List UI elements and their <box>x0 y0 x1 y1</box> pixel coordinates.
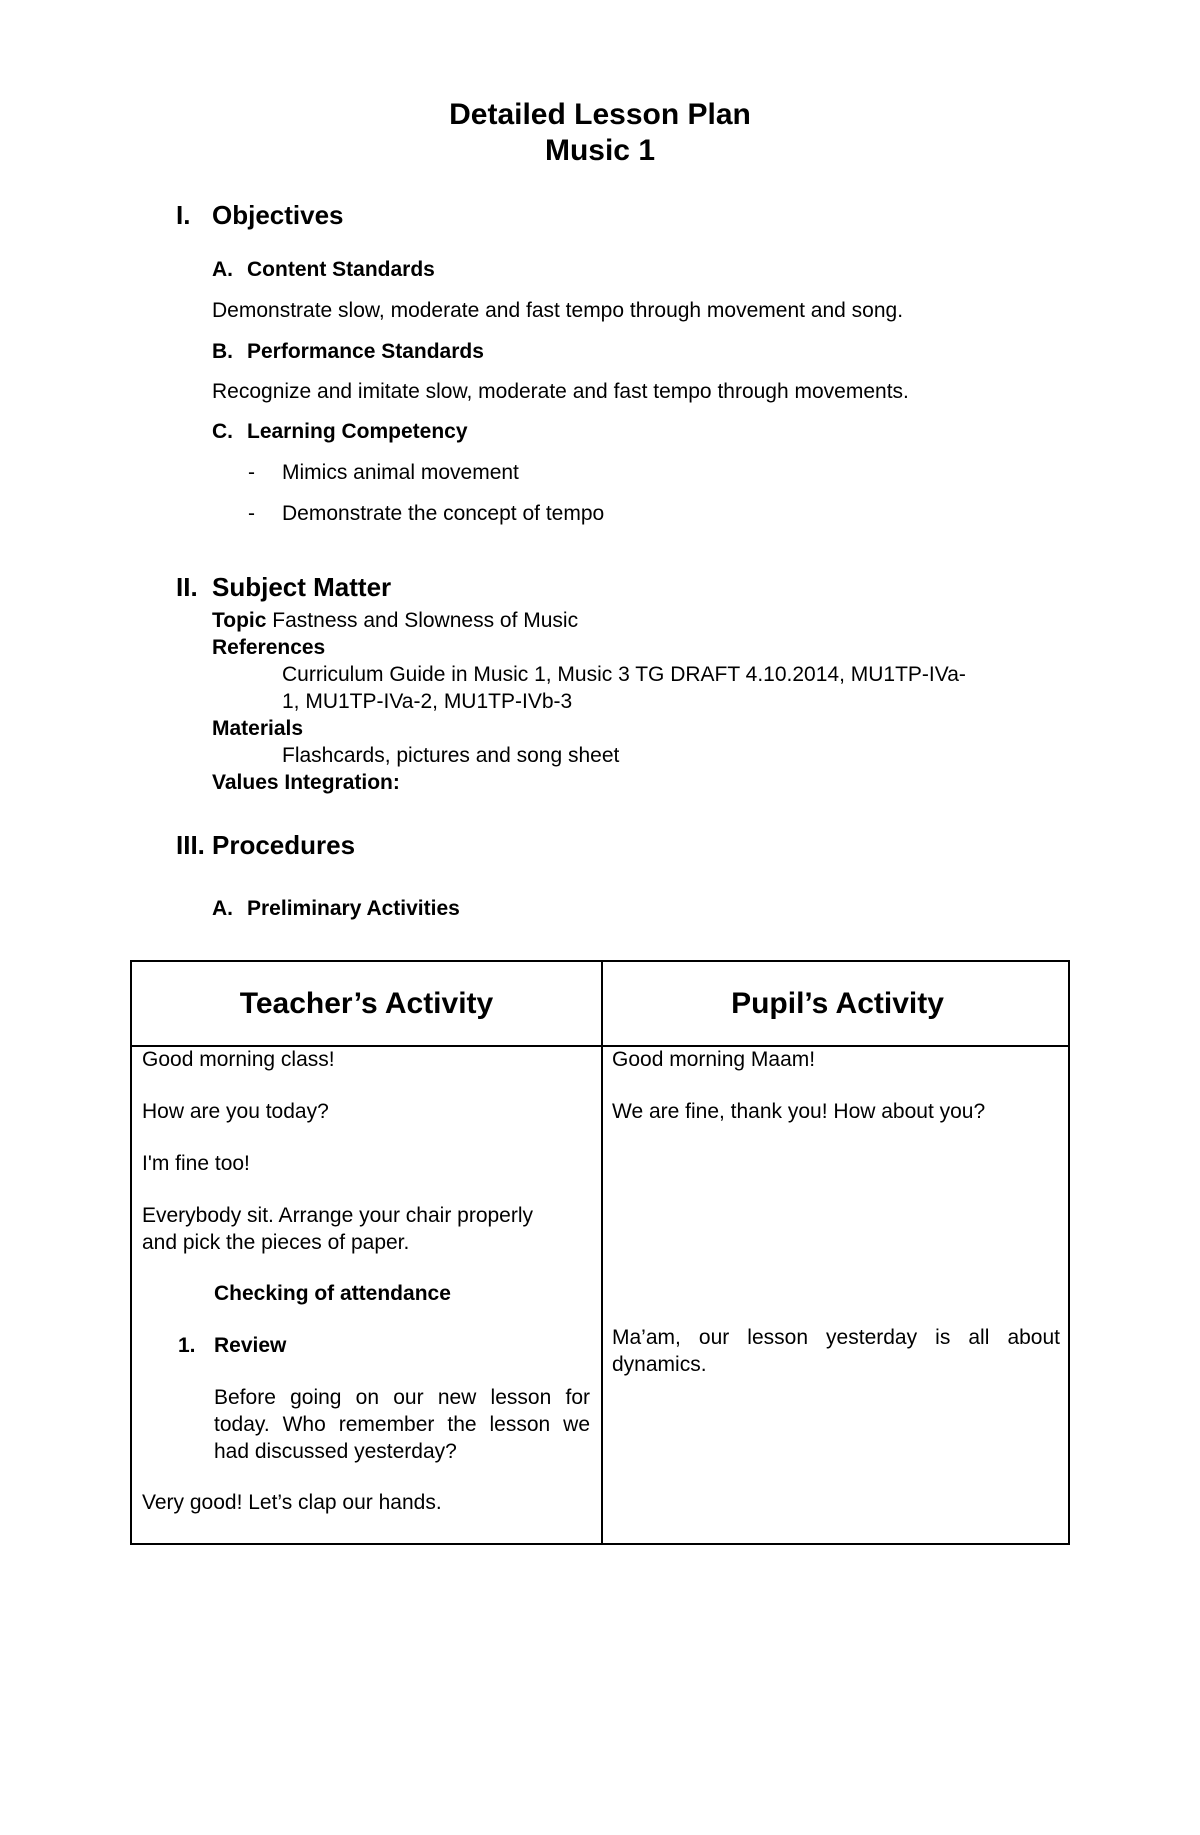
checking-attendance: Checking of attendance <box>214 1282 451 1305</box>
references-line-1: Curriculum Guide in Music 1, Music 3 TG DRAFT 4.10.2014, MU1TP-IVa- <box>282 663 966 686</box>
section-heading-subject-matter: Subject Matter <box>212 572 392 602</box>
preliminary-activities-heading: Preliminary Activities <box>247 897 460 920</box>
references-line-2: 1, MU1TP-IVa-2, MU1TP-IVb-3 <box>282 690 573 713</box>
pupil-lesson-answer: Ma’am, our lesson yesterday is all about dynamics. <box>612 1326 1060 1376</box>
section-number-subject-matter: II. <box>176 572 198 602</box>
performance-standards-heading: Performance Standards <box>247 340 484 363</box>
topic-row <box>212 609 578 633</box>
pupil-fine: We are fine, thank you! How about you? <box>612 1100 986 1123</box>
performance-standards-text: Recognize and imitate slow, moderate and fast tempo through movements. <box>212 380 909 403</box>
materials-text: Flashcards, pictures and song sheet <box>282 744 620 767</box>
content-standards-label: A. <box>212 258 233 281</box>
preliminary-activities-label: A. <box>212 897 233 920</box>
section-number-procedures: III. <box>176 830 205 860</box>
pupil-greeting: Good morning Maam! <box>612 1048 816 1071</box>
topic-label: Topic <box>212 609 267 632</box>
document-subtitle: Music 1 <box>544 134 656 167</box>
teacher-sit-line-2: and pick the pieces of paper. <box>142 1231 410 1254</box>
pupil-activity-header: Pupil’s Activity <box>731 986 944 1020</box>
content-standards-text: Demonstrate slow, moderate and fast tempo through movement and song. <box>212 299 904 322</box>
section-heading-procedures: Procedures <box>212 830 356 860</box>
review-number: 1. <box>178 1334 196 1357</box>
teacher-greeting: Good morning class! <box>142 1048 335 1071</box>
teacher-how-are-you: How are you today? <box>142 1100 329 1123</box>
teacher-activity-header: Teacher’s Activity <box>239 986 494 1020</box>
performance-standards-label: B. <box>212 340 233 363</box>
review-text: Before going on our new lesson for today. Who remember the lesson we had discussed yesterday? <box>214 1386 590 1463</box>
competency-item: Mimics animal movement <box>282 461 519 484</box>
teacher-very-good: Very good! Let’s clap our hands. <box>142 1491 442 1514</box>
competency-bullet: - <box>248 461 255 484</box>
topic-text: Fastness and Slowness of Music <box>272 609 579 632</box>
section-heading-objectives: Objectives <box>212 200 344 230</box>
activity-table <box>130 960 1070 1545</box>
learning-competency-heading: Learning Competency <box>247 420 468 443</box>
competency-bullet: - <box>248 502 255 525</box>
table-column-divider <box>601 962 603 1543</box>
content-standards-heading: Content Standards <box>247 258 435 281</box>
materials-label: Materials <box>212 717 304 740</box>
learning-competency-label: C. <box>212 420 233 443</box>
values-integration-label: Values Integration: <box>212 771 400 794</box>
references-label: References <box>212 636 326 659</box>
section-number-objectives: I. <box>176 200 191 230</box>
teacher-fine-too: I'm fine too! <box>142 1152 250 1175</box>
competency-item: Demonstrate the concept of tempo <box>282 502 605 525</box>
document-title: Detailed Lesson Plan <box>449 98 751 131</box>
review-heading: Review <box>214 1334 287 1357</box>
teacher-sit-line-1: Everybody sit. Arrange your chair properly <box>142 1204 534 1227</box>
